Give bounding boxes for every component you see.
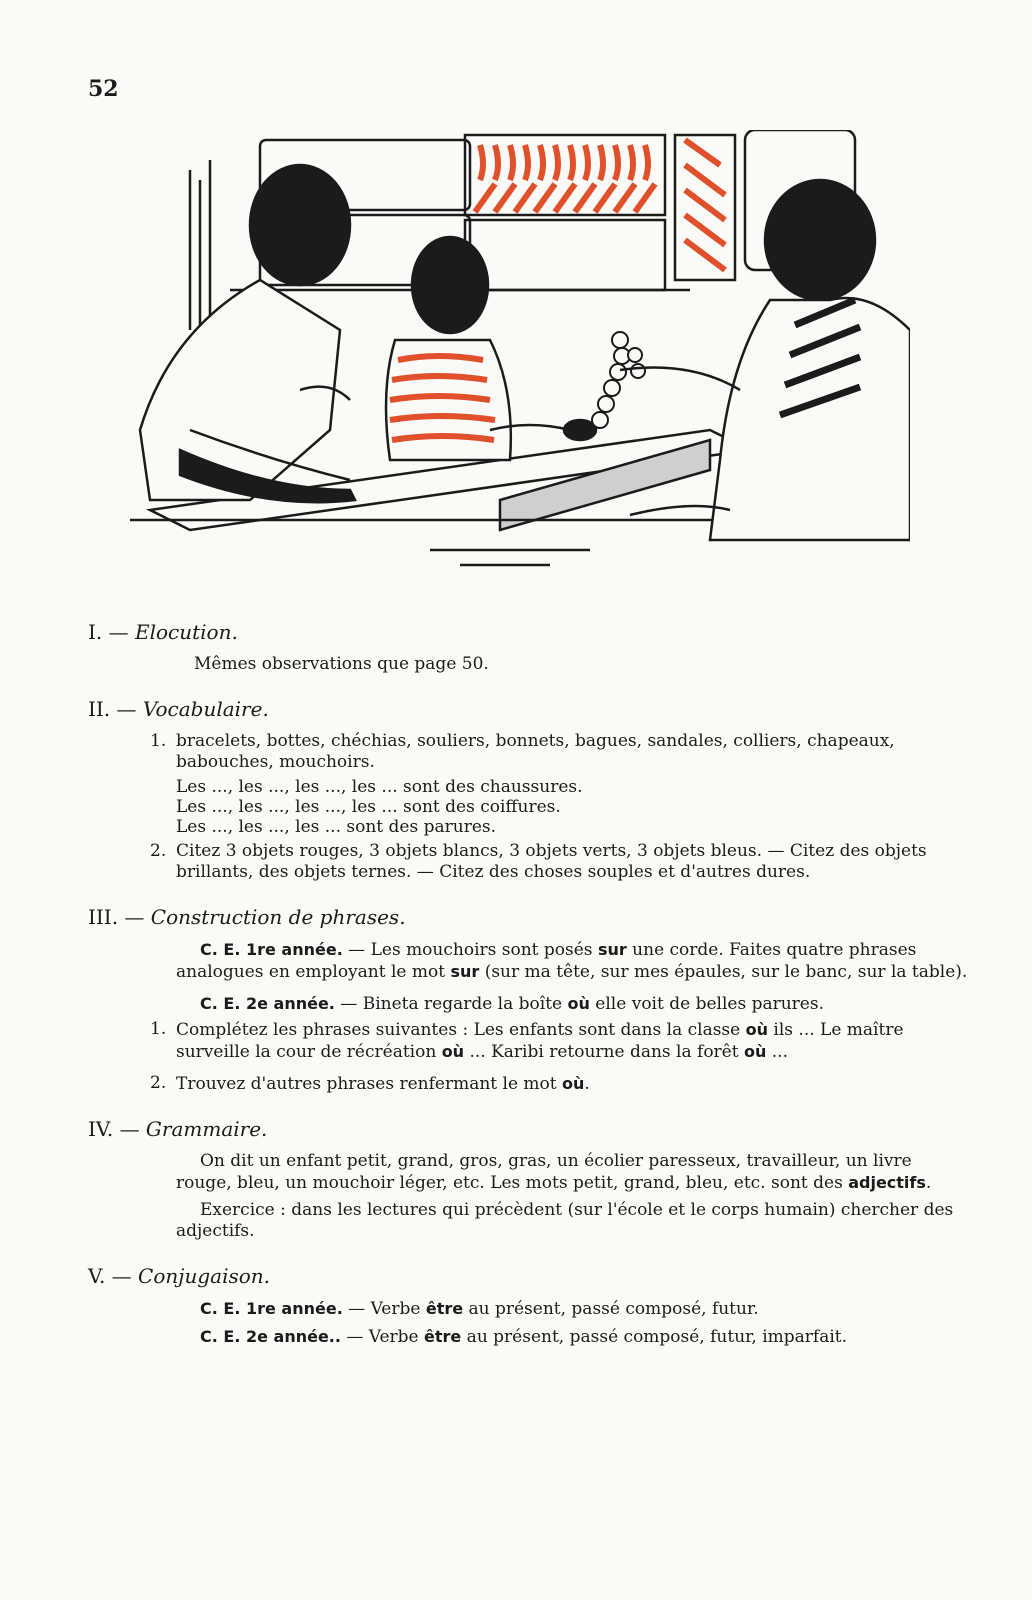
section-title bbox=[88, 697, 968, 721]
level-label: C. E. 2e année. bbox=[200, 994, 335, 1013]
section-title bbox=[88, 905, 968, 929]
fill-line-chaussures: Les ..., les ..., les ..., les ... sont des chaussures. bbox=[176, 777, 583, 797]
fill-in-lines bbox=[176, 777, 968, 837]
beads-necklace bbox=[592, 332, 645, 428]
text: au présent, passé composé, futur, imparfait. bbox=[461, 1327, 848, 1347]
text: . bbox=[925, 1173, 932, 1193]
text: ils ... Le maître surveille la cour de récréation bbox=[176, 1020, 904, 1062]
level-label: C. E. 2e année.. bbox=[200, 1327, 341, 1346]
section-name: Construction de phrases. bbox=[150, 905, 406, 929]
list-item: 2. Trouvez d'autres phrases renfermant le mot où. bbox=[150, 1073, 590, 1094]
keyword: sur bbox=[597, 940, 627, 959]
text: — Bineta regarde la boîte bbox=[334, 994, 568, 1014]
list-item: 1. Complétez les phrases suivantes : Les enfants sont dans la classe où ils ... Le maître surveille la cour de récréation où ... Karibi retourne dans la forêt où ... bbox=[150, 1019, 904, 1062]
keyword: où bbox=[441, 1042, 465, 1061]
section-title bbox=[88, 620, 968, 644]
text: une corde. Faites quatre phrases analogues en employant le mot bbox=[176, 940, 917, 982]
section-name: Conjugaison. bbox=[138, 1264, 271, 1288]
section-name: Grammaire. bbox=[145, 1117, 268, 1141]
keyword: être bbox=[425, 1299, 464, 1318]
section-number: II. — bbox=[88, 697, 137, 721]
keyword: être bbox=[424, 1327, 462, 1346]
red-fabric-rolls bbox=[475, 140, 725, 270]
text: au présent, passé composé, futur. bbox=[463, 1299, 759, 1319]
section-title bbox=[88, 1117, 968, 1141]
text: — Verbe bbox=[342, 1299, 426, 1319]
grammar-paragraph bbox=[88, 1151, 968, 1194]
keyword: où bbox=[743, 1042, 767, 1061]
section-name: Vocabulaire. bbox=[142, 697, 269, 721]
page-number: 52 bbox=[88, 76, 119, 102]
market-scene-illustration bbox=[130, 130, 910, 590]
text: On dit un enfant petit, grand, gros, gras, un écolier paresseux, travailleur, un livre rouge, bleu, un mouchoir léger, etc. Les mots petit, grand, bleu, etc. sont des bbox=[176, 1151, 912, 1193]
exercise-content bbox=[88, 620, 968, 1370]
vocabulary-words: bracelets, bottes, chéchias, souliers, bonnets, bagues, sandales, colliers, chapeaux, babouches, mouchoirs. bbox=[176, 731, 895, 772]
section-elocution bbox=[88, 620, 968, 675]
section-title bbox=[88, 1264, 968, 1288]
level-label: C. E. 1re année. bbox=[200, 940, 343, 959]
center-woman bbox=[386, 237, 596, 460]
text: Complétez les phrases suivantes : Les enfants sont dans la classe bbox=[176, 1020, 746, 1040]
list-item: 2. Citez 3 objets rouges, 3 objets blancs, 3 objets verts, 3 objets bleus. — Citez des objets brillants, des objets ternes. — Citez des choses souples et d'autres dures. bbox=[150, 841, 927, 882]
conjugation-level2 bbox=[88, 1326, 968, 1348]
text: ... bbox=[766, 1042, 788, 1062]
section-number: IV. — bbox=[88, 1117, 140, 1141]
section-grammaire bbox=[88, 1117, 968, 1242]
elocution-text: Mêmes observations que page 50. bbox=[194, 654, 489, 674]
keyword: sur bbox=[450, 962, 480, 981]
text: (sur ma tête, sur mes épaules, sur le banc, sur la table). bbox=[479, 962, 968, 982]
section-number: I. — bbox=[88, 620, 129, 644]
level1-paragraph bbox=[88, 939, 968, 983]
section-vocabulaire bbox=[88, 697, 968, 883]
section-name: Elocution. bbox=[134, 620, 238, 644]
left-man bbox=[140, 165, 355, 502]
text: ... Karibi retourne dans la forêt bbox=[464, 1042, 744, 1062]
citez-instructions: Citez 3 objets rouges, 3 objets blancs, 3 objets verts, 3 objets bleus. — Citez des objets brillants, des objets ternes. — Citez des choses souples et d'autres dures. bbox=[176, 841, 927, 882]
keyword: où bbox=[567, 994, 590, 1013]
keyword: où bbox=[745, 1020, 769, 1039]
section-number: V. — bbox=[88, 1264, 132, 1288]
list-item: 1. bracelets, bottes, chéchias, souliers, bonnets, bagues, sandales, colliers, chapeaux, babouches, mouchoirs. bbox=[150, 731, 895, 772]
text: . bbox=[584, 1074, 590, 1094]
fill-line-coiffures: Les ..., les ..., les ..., les ... sont des coiffures. bbox=[176, 797, 561, 817]
exercise-paragraph: Exercice : dans les lectures qui précèdent (sur l'école et le corps humain) chercher des adjectifs. bbox=[176, 1200, 954, 1241]
vocabulary-list bbox=[88, 731, 968, 883]
level2-paragraph bbox=[88, 993, 968, 1015]
text: elle voit de belles parures. bbox=[589, 994, 824, 1014]
keyword: adjectifs bbox=[848, 1173, 926, 1192]
text: — Les mouchoirs sont posés bbox=[342, 940, 598, 960]
section-construction bbox=[88, 905, 968, 1095]
section-number: III. — bbox=[88, 905, 145, 929]
keyword: où bbox=[562, 1074, 585, 1093]
section-conjugaison bbox=[88, 1264, 968, 1348]
text: Trouvez d'autres phrases renfermant le mot bbox=[176, 1074, 563, 1094]
level-label: C. E. 1re année. bbox=[200, 1299, 343, 1318]
conjugation-level1 bbox=[88, 1298, 968, 1320]
text: — Verbe bbox=[340, 1327, 425, 1347]
fill-line-parures: Les ..., les ..., les ... sont des parures. bbox=[176, 817, 497, 837]
right-man bbox=[620, 180, 910, 540]
construction-list bbox=[88, 1019, 968, 1095]
